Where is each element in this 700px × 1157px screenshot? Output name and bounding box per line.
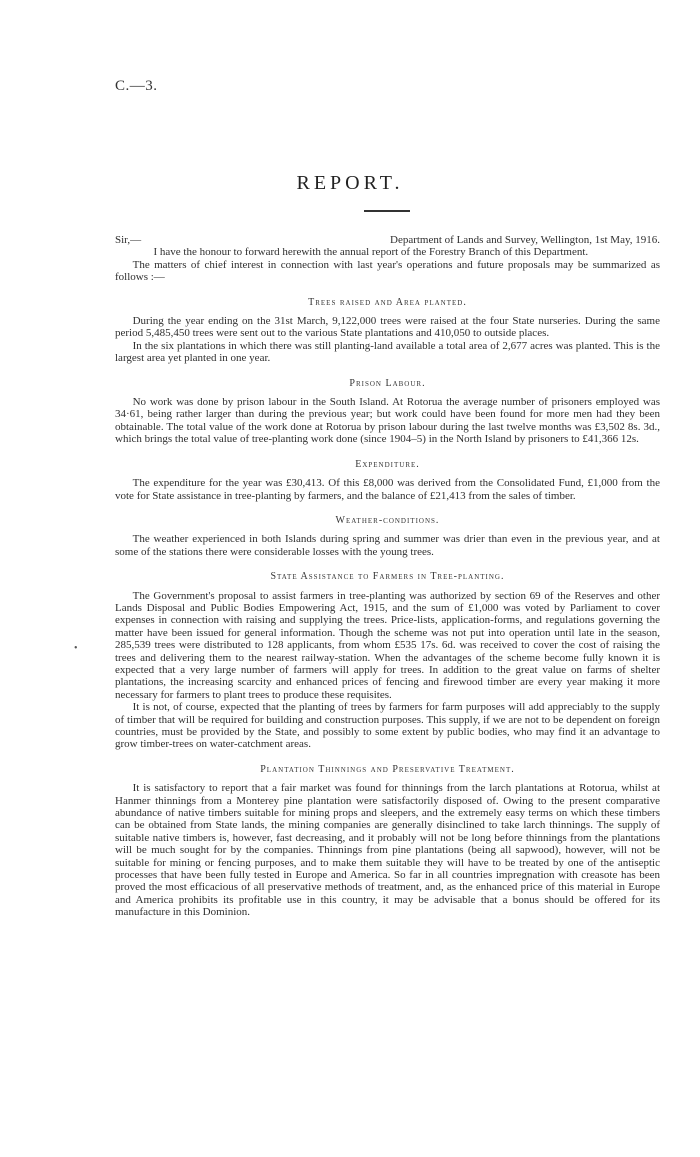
section-paragraph: The expenditure for the year was £30,413. Of this £8,000 was derived from the Consolidated Fund, £1,000 from the vote for State assistance in tree-planting by farmers, and the balance of £21,413 from the sales of timber. [115,477,660,502]
intro-paragraph: I have the honour to forward herewith the annual report of the Forestry Branch of this Department. [153,246,589,259]
section-paragraph: It is satisfactory to report that a fair market was found for thinnings from the larch plantations at Rotorua, whilst at Hanmer thinnings from a Monterey pine plantation were satisfactorily disposed of. Owing to the present comparative abundance of native timbers suitable for mining props and sleepers, and the extremely easy terms on which these timbers can be obtained from State lands, the mining companies are generally disinclined to take larch thinnings. The supply of suitable native timbers is, however, fast decreasing, and it probably will not be long before thinnings from the plantations will be much sought for by the companies. Thinnings from pine plantations (being all sapwood), however, will not be suitable for mining or fencing purposes, and to make them suitable they will have to be treated by one of the antiseptic processes that have been fully tested in Europe and America. So far in all countries impregnation with creasote has been proved the most efficacious of all preservative methods of treatment, and, as the enhanced price of this material in Europe and America prohibits its profitable use in this country, it may be advisable that a bonus should be offered for its manufacture in this Dominion. [115,782,660,919]
section-plantation-thinnings [115,764,660,919]
section-paragraph: The weather experienced in both Islands during spring and summer was drier than even in the previous year, and at some of the stations there were considerable losses with the young trees. [115,533,660,558]
intro-paragraph: The matters of chief interest in connection with last year's operations and future proposals may be summarized as follows :— [115,258,660,284]
section-expenditure [115,459,660,502]
section-state-assistance [115,571,660,751]
salutation: Sir,— [115,234,142,246]
section-paragraph: The Government's proposal to assist farmers in tree-planting was authorized by section 69 of the Reserves and other Lands Disposal and Public Bodies Empowering Act, 1915, and the sum of £1,000 was voted by Parliament to cover expenses in connection with raising and supplying the trees. Price-lists, application-forms, and regulations governing the matter have been issued for general information. Though the scheme was not put into operation until late in the season, 285,539 trees were distributed to 128 applicants, from whom £535 17s. 6d. was received to cover the cost of raising the trees and delivering them to the nearest railway-station. When the advantages of the scheme become fully known it is expected that a very large number of farmers will apply for trees. In addition to the great value on farms of shelter plantations, the increasing scarcity and enhanced prices of fencing and firewood timber are every year making it more necessary for farmers to plant trees to produce these requisites. [115,589,660,701]
address-line: Department of Lands and Survey, Wellington, 1st May, 1916. [390,234,660,246]
title-rule [364,210,410,212]
section-paragraph: It is not, of course, expected that the planting of trees by farmers for farm purposes will add appreciably to the supply of timber that will be required for building and construction purposes. This supply, if we are not to be dependent on foreign countries, must be provided by the State, and possibly to some extent by public bodies, who may find it an advantage to grow timber-trees on water-catchment areas. [115,701,660,751]
page-reference: C.—3. [115,78,158,94]
section-weather [115,515,660,558]
section-heading: Plantation Thinnings and Preservative Treatment. [260,763,515,775]
section-trees-raised [115,297,660,365]
section-prison-labour [115,378,660,446]
section-paragraph: No work was done by prison labour in the South Island. At Rotorua the average number of prisoners employed was 34·61, being rather larger than during the previous year; but work could have been found for more men had they been obtainable. The total value of the work done at Rotorua by prison labour during the last twelve months was £3,502 8s. 3d., which brings the total value of tree-planting work done (since 1904–5) in the North Island by prisoners to £41,366 12s. [115,396,660,446]
letter-header [115,234,660,246]
page-title: REPORT. [296,172,404,194]
section-paragraph: During the year ending on the 31st March, 9,122,000 trees were raised at the four State nurseries. During the same period 5,485,450 trees were sent out to the various State plantations and 410,050 to outside places. [115,315,660,340]
section-heading: Expenditure. [355,458,420,470]
margin-mark: • [74,643,78,654]
section-heading: Trees raised and Area planted. [308,296,467,308]
report-body [115,234,660,919]
section-heading: Prison Labour. [349,377,426,389]
section-heading: State Assistance to Farmers in Tree-planting. [270,571,505,583]
section-heading: Weather-conditions. [335,514,440,526]
section-paragraph: In the six plantations in which there was still planting-land available a total area of 2,677 acres was planted. This is the largest area yet planted in one year. [115,339,660,365]
